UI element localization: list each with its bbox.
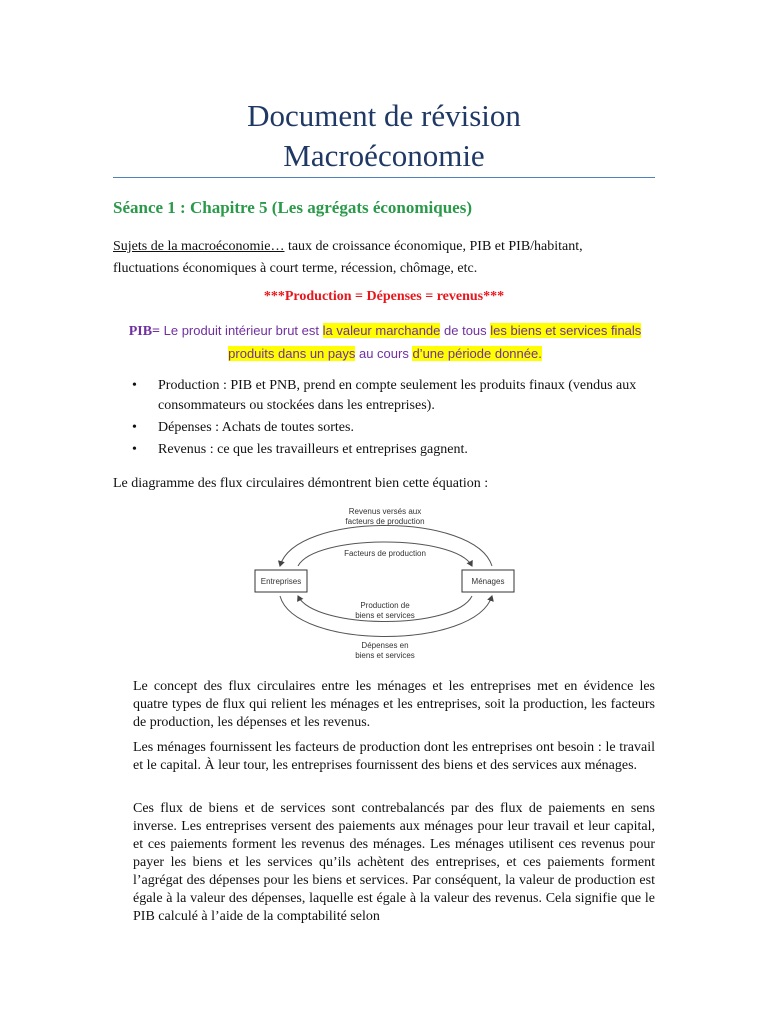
circular-flow-diagram [250,502,520,668]
pib-text-3: au cours [355,346,413,361]
outer-top-arrow [280,526,492,567]
section-heading: Séance 1 : Chapitre 5 (Les agrégats économiques) [113,198,473,217]
label-depenses-2: biens et services [355,651,415,660]
pib-highlight-1: la valeur marchande [322,323,441,338]
paragraph-flux-concept: Le concept des flux circulaires entre les ménages et les entreprises met en évidence les quatre types de flux qui relient les ménages et les entreprises, soit la production, les facteurs de production, les dépenses et les revenus. [133,679,655,730]
bullet-list [132,376,662,462]
label-revenus-2: facteurs de production [345,517,425,526]
title-divider [113,177,655,178]
pib-highlight-4: d’une période donnée. [412,346,542,361]
label-menages: Ménages [471,577,505,586]
diagram-intro: Le diagramme des flux circulaires démontrent bien cette équation : [113,476,489,491]
paragraph-paiements: Ces flux de biens et de services sont contrebalancés par des flux de paiements en sens inverse. Les entreprises versent des paiements aux ménages pour leur travail et leur capital, et ces paiements forment les revenus des ménages. Les ménages utilisent ces revenus pour payer les biens et les services qu’ils achètent des entreprises, et ces paiements forment l’agrégat des dépenses pour les biens et services. Par conséquent, la valeur de production est égale à la valeur des dépenses, laquelle est égale à la valeur des revenus. Cela signifie que le PIB calculé à l’aide de la comptabilité selon [133,801,655,924]
label-revenus-1: Revenus versés aux [348,507,422,516]
label-production-1: Production de [360,601,410,610]
list-item [132,440,662,460]
pib-highlight-2: les biens et services finals [490,323,642,338]
label-production-2: biens et services [355,611,415,620]
bullet-text: Revenus : ce que les travailleurs et entreprises gagnent. [158,442,468,457]
paragraph-menages: Les ménages fournissent les facteurs de production dont les entreprises ont besoin : le travail et le capital. À leur tour, les entreprises fournissent des biens et des services aux ménages. [133,740,655,773]
title-line-1: Document de révision [247,98,521,133]
label-depenses-1: Dépenses en [361,641,409,650]
title-line-2: Macroéconomie [283,138,485,173]
list-item [132,376,662,416]
pib-definition [120,320,650,365]
intro-paragraph [113,236,653,280]
list-item [132,418,662,438]
bullet-icon: • [132,442,137,457]
intro-underlined: Sujets de la macroéconomie… [113,239,285,254]
label-entreprises: Entreprises [260,577,302,586]
pib-highlight-3: produits dans un pays [228,346,356,361]
intro-rest: taux de croissance économique, PIB et PIB/habitant, [284,239,583,254]
pib-label: PIB= [128,324,161,339]
bullet-text: Production : PIB et PNB, prend en compte seulement les produits finaux (vendus aux consommateurs ou stockées dans les entreprises). [158,378,637,413]
equation: ***Production = Dépenses = revenus*** [263,289,505,304]
document-title [0,96,768,176]
bullet-icon: • [132,420,137,435]
pib-text-1: Le produit intérieur brut est [160,323,323,338]
pib-text-2: de tous [440,323,491,338]
intro-line-2: fluctuations économiques à court terme, récession, chômage, etc. [113,261,478,276]
label-facteurs: Facteurs de production [344,549,426,558]
bullet-text: Dépenses : Achats de toutes sortes. [158,420,354,435]
bullet-icon: • [132,378,137,393]
